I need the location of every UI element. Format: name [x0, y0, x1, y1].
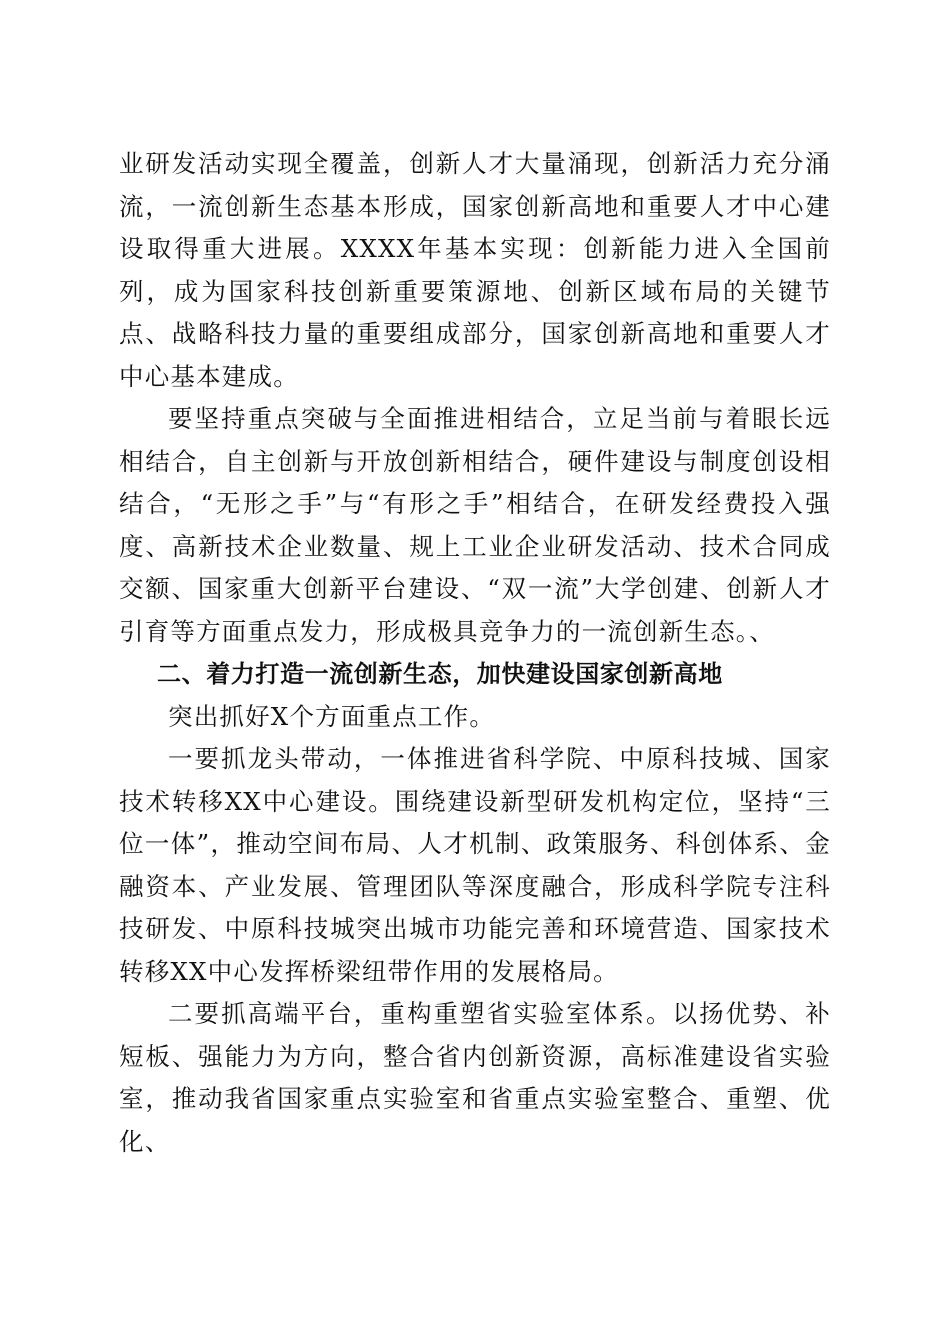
section-heading-2: 二、着力打造一流创新生态，加快建设国家创新高地: [157, 660, 723, 688]
document-body: [119, 143, 831, 1163]
paragraph-principles: 要坚持重点突破与全面推进相结合，立足当前与着眼长远相结合，自主创新与开放创新相结合，硬件建设与制度创设相结合，“无形之手”与“有形之手”相结合，在研发经费投入强度、高新技术企业数量、规上工业企业研发活动、技术合同成交额、国家重大创新平台建设、“双一流”大学创建、创新人才引育等方面重点发力，形成极具竞争力的一流创新生态。、: [119, 404, 831, 646]
paragraph-goals-continued: 业研发活动实现全覆盖，创新人才大量涌现，创新活力充分涌流，一流创新生态基本形成，国家创新高地和重要人才中心建设取得重大进展。XXXX年基本实现：创新能力进入全国前列，成为国家科技创新重要策源地、创新区域布局的关键节点、战略科技力量的重要组成部分，国家创新高地和重要人才中心基本建成。: [119, 149, 831, 391]
paragraph-key-tasks-intro: 突出抓好X个方面重点工作。: [168, 701, 496, 731]
paragraph-task-1: 一要抓龙头带动，一体推进省科学院、中原科技城、国家技术转移XX中心建设。围绕建设新型研发机构定位，坚持“三位一体”，推动空间布局、人才机制、政策服务、科创体系、金融资本、产业发展、管理团队等深度融合，形成科学院专注科技研发、中原科技城突出城市功能完善和环境营造、国家技术转移XX中心发挥桥梁纽带作用的发展格局。: [119, 744, 831, 986]
paragraph-task-2: 二要抓高端平台，重构重塑省实验室体系。以扬优势、补短板、强能力为方向，整合省内创新资源，高标准建设省实验室，推动我省国家重点实验室和省重点实验室整合、重塑、优化、: [119, 999, 831, 1156]
